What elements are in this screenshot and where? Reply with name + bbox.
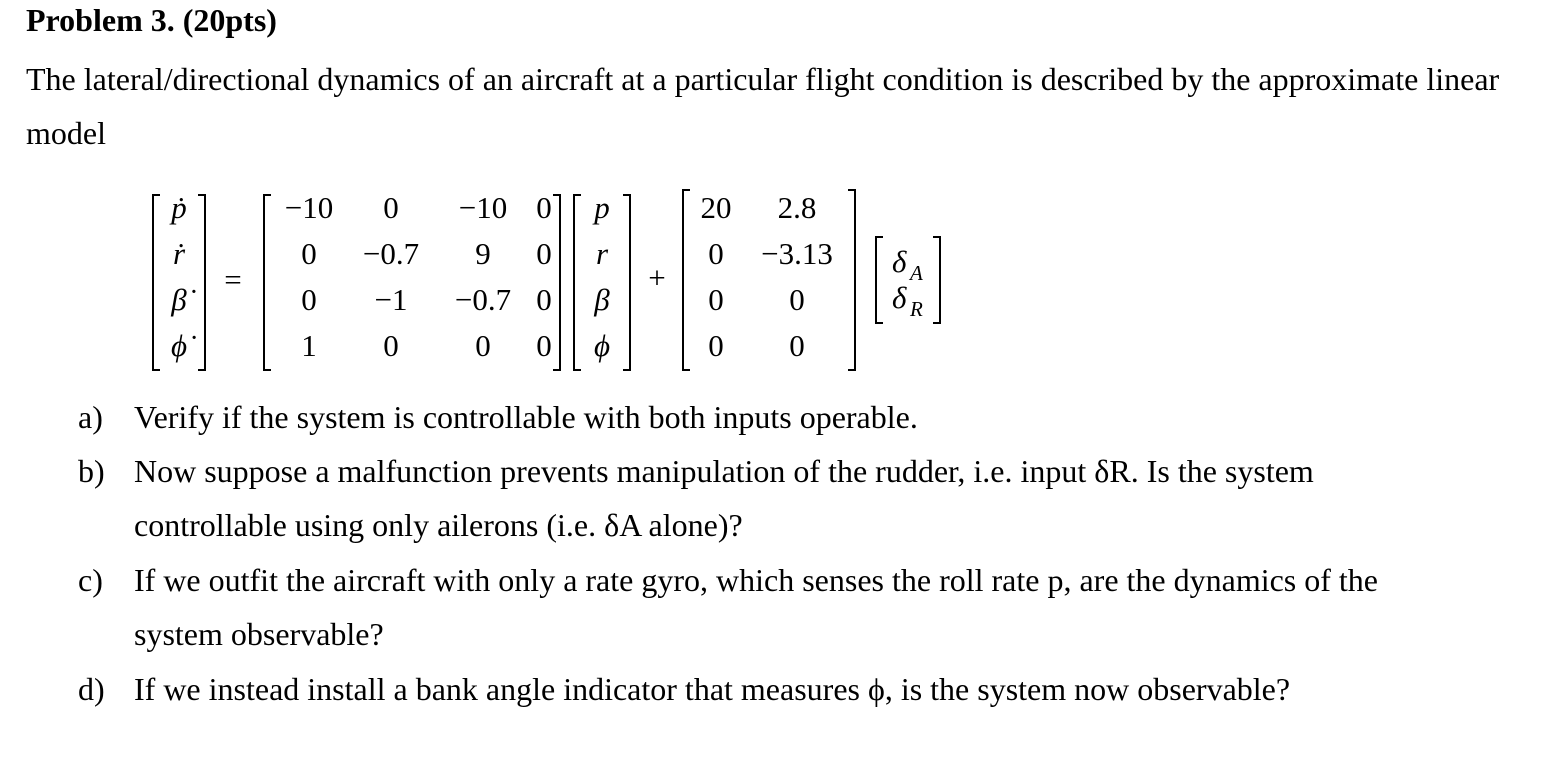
state-r: r — [595, 236, 609, 271]
lhs-left-bracket — [153, 195, 160, 370]
input-delta-a: δ — [892, 244, 907, 279]
a-cell: 0 — [383, 328, 399, 363]
a-cell: 0 — [301, 236, 317, 271]
input-right-bracket — [933, 237, 940, 323]
problem-intro: The lateral/directional dynamics of an aircraft at a particular flight condition is described by the approximate linear model — [26, 61, 1500, 151]
b-cell: 0 — [708, 236, 724, 271]
b-left-bracket — [683, 190, 690, 370]
a-right-bracket — [553, 195, 560, 370]
input-delta-r: δ — [892, 280, 907, 315]
state-p: p — [594, 190, 610, 225]
a-cell: 0 — [383, 190, 399, 225]
a-cell: 1 — [301, 328, 317, 363]
state-right-bracket — [623, 195, 630, 370]
a-cell: −0.7 — [454, 282, 512, 317]
b-cell: 20 — [700, 190, 732, 225]
equals-sign: = — [224, 262, 242, 297]
state-space-equation — [0, 180, 1559, 380]
a-cell: 0 — [536, 236, 552, 271]
b-cell: 0 — [789, 328, 805, 363]
input-left-bracket — [876, 237, 883, 323]
a-cell: 0 — [536, 190, 552, 225]
input-delta-a-subscript: A — [910, 261, 923, 285]
part-text: If we instead install a bank angle indicator that measures ϕ, is the system now observable? — [134, 671, 1291, 707]
equation-svg — [0, 180, 1559, 380]
b-cell: 0 — [789, 282, 805, 317]
b-cell: 2.8 — [777, 190, 817, 225]
a-cell: 0 — [536, 328, 552, 363]
part-text: Now suppose a malfunction prevents manipulation of the rudder, i.e. input δR. Is the system controllable using only ailerons (i.e. δA alone)? — [134, 453, 1314, 543]
a-cell: −10 — [458, 190, 508, 225]
lhs-p-dot: ṗ — [171, 190, 187, 225]
b-cell: −3.13 — [761, 236, 833, 271]
lhs-r-dot: ṙ — [172, 236, 186, 271]
a-cell: 9 — [475, 236, 491, 271]
part-text: Verify if the system is controllable with both inputs operable. — [134, 399, 918, 435]
b-cell: 0 — [708, 328, 724, 363]
a-cell: −1 — [374, 282, 408, 317]
a-left-bracket — [264, 195, 271, 370]
input-delta-r-subscript: R — [910, 297, 923, 321]
a-cell: 0 — [475, 328, 491, 363]
lhs-beta-dot: β̇ — [171, 282, 187, 317]
state-beta: β — [594, 282, 610, 317]
part-marker: a) — [78, 399, 103, 435]
b-right-bracket — [848, 190, 855, 370]
a-cell: −0.7 — [362, 236, 420, 271]
part-marker: d) — [78, 671, 105, 707]
state-left-bracket — [574, 195, 581, 370]
state-phi: ϕ — [593, 328, 611, 363]
a-cell: 0 — [301, 282, 317, 317]
part-marker: b) — [78, 453, 105, 489]
lhs-right-bracket — [198, 195, 205, 370]
part-text: If we outfit the aircraft with only a rate gyro, which senses the roll rate p, are the dynamics of the system observable? — [134, 562, 1378, 652]
a-cell: −10 — [284, 190, 334, 225]
plus-sign: + — [648, 260, 666, 295]
part-marker: c) — [78, 562, 103, 598]
lhs-phi-dot: ϕ̇ — [170, 328, 188, 363]
b-cell: 0 — [708, 282, 724, 317]
a-cell: 0 — [536, 282, 552, 317]
problem-title: Problem 3. (20pts) — [26, 2, 277, 38]
